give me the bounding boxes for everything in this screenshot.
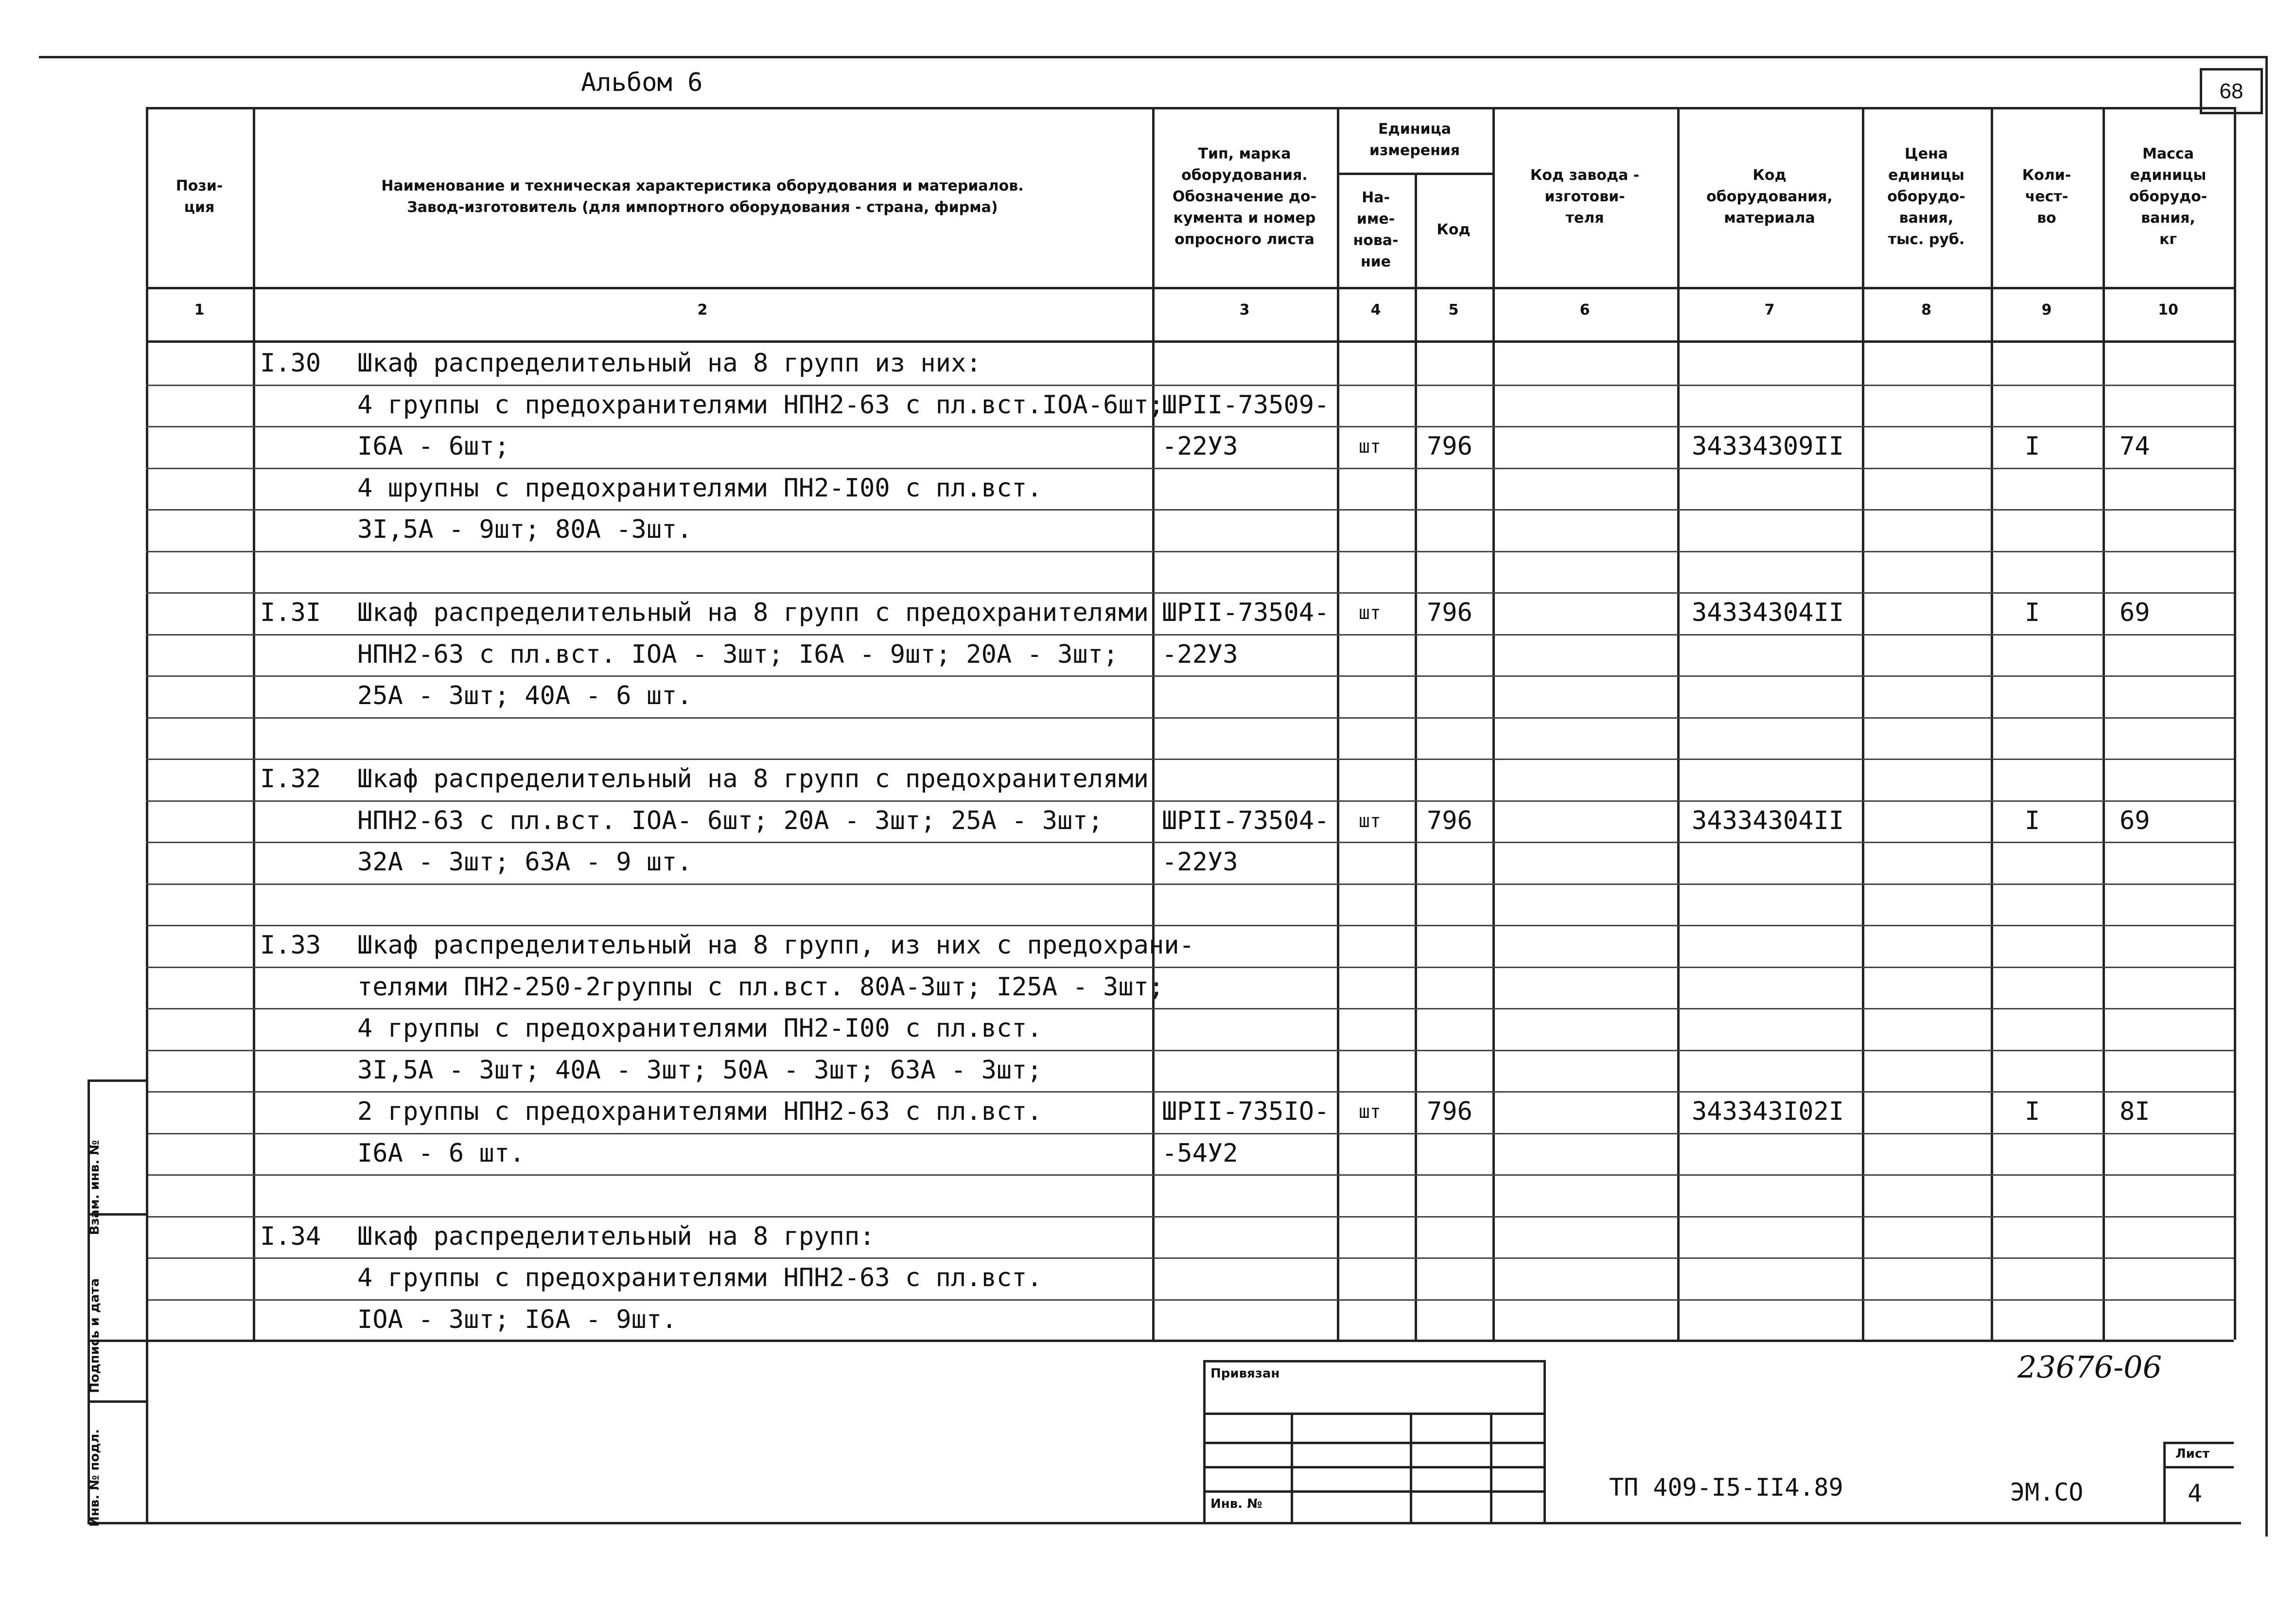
- row-rule: [146, 842, 2234, 843]
- row-rule: [146, 759, 2234, 760]
- side-strip-rule: [88, 1400, 146, 1403]
- row-rule: [146, 800, 2234, 802]
- column-number: 3: [1239, 301, 1250, 318]
- row-equipment-code: 343343I02I: [1692, 1097, 1844, 1126]
- header-factory-code: Код завода - изготови- теля: [1530, 167, 1640, 227]
- row-mass: 69: [2120, 598, 2150, 627]
- row-unit-code: 796: [1427, 432, 1472, 461]
- row-rule: [146, 717, 2234, 719]
- header-price: Цена единицы оборудо- вания, тыс. руб.: [1887, 145, 1965, 248]
- row-name: I6A - 6шт;: [357, 432, 510, 461]
- side-strip-rule: [146, 1079, 148, 1522]
- column-number: 4: [1370, 301, 1381, 318]
- stamp-rule: [1543, 1360, 1546, 1523]
- column-number: 7: [1764, 301, 1775, 318]
- row-unit-code: 796: [1427, 1097, 1472, 1126]
- row-name: 3I,5A - 3шт; 40A - 3шт; 50A - 3шт; 63A - 3шт;: [357, 1055, 1042, 1085]
- column-rule: [1152, 107, 1155, 1340]
- row-type: -22У3: [1162, 848, 1238, 877]
- row-equipment-code: 34334309II: [1692, 432, 1844, 461]
- column-number: 9: [2041, 301, 2052, 318]
- row-name: 4 группы с предохранителями НПН2-63 с пл.вст.IOA-6шт;: [357, 390, 1164, 420]
- header-bottom-rule: [146, 287, 2234, 289]
- stamp-rule: [1203, 1442, 1543, 1444]
- row-name: 2 группы с предохранителями НПН2-63 с пл.вст.: [357, 1097, 1042, 1126]
- row-position: I.30: [260, 349, 321, 378]
- colnum-bottom-rule: [146, 340, 2234, 343]
- body-bottom-rule: [88, 1340, 2234, 1342]
- row-position: I.32: [260, 764, 321, 794]
- column-rule: [1677, 107, 1680, 1340]
- row-type: -22У3: [1162, 639, 1238, 669]
- header-unit-code: Код: [1437, 221, 1471, 238]
- row-unit: шт: [1359, 436, 1381, 457]
- row-equipment-code: 34334304II: [1692, 598, 1844, 627]
- row-name: I6A - 6 шт.: [357, 1138, 525, 1168]
- column-rule: [1337, 107, 1339, 1340]
- row-name: НПН2-63 с пл.вст. IOA- 6шт; 20A - 3шт; 25A - 3шт;: [357, 806, 1104, 835]
- stamp-rule: [2163, 1466, 2234, 1468]
- column-number: 6: [1579, 301, 1590, 318]
- column-number: 10: [2158, 301, 2178, 318]
- album-label: Альбом 6: [581, 68, 703, 97]
- row-mass: 74: [2120, 432, 2150, 461]
- row-position: I.34: [260, 1221, 321, 1251]
- row-equipment-code: 34334304II: [1692, 806, 1844, 835]
- row-rule: [146, 925, 2234, 926]
- column-rule: [2103, 107, 2105, 1340]
- row-unit-code: 796: [1427, 806, 1472, 835]
- column-number: 5: [1448, 301, 1459, 318]
- header-unit: Единица измерения: [1369, 120, 1460, 159]
- row-position: I.3I: [260, 598, 321, 627]
- stamp-rule: [1203, 1466, 1543, 1468]
- header-quantity: Коли- чест- во: [2022, 167, 2071, 227]
- row-rule: [146, 592, 2234, 594]
- row-type: -22У3: [1162, 432, 1238, 461]
- stamp-rule: [1203, 1360, 1543, 1362]
- row-rule: [146, 1299, 2234, 1301]
- row-unit: шт: [1359, 602, 1381, 623]
- stamp-rule: [1291, 1413, 1293, 1522]
- header-equipment-code: Код оборудования, материала: [1706, 167, 1833, 227]
- row-rule: [146, 1050, 2234, 1051]
- stamp-inv-no: Инв. №: [1210, 1497, 1262, 1511]
- row-rule: [146, 1091, 2234, 1093]
- column-number: 1: [194, 301, 205, 318]
- row-type: ШРII-73504-: [1162, 598, 1330, 627]
- stamp-rule: [1490, 1413, 1492, 1522]
- row-rule: [146, 385, 2234, 386]
- row-mass: 69: [2120, 806, 2150, 835]
- row-type: ШРII-73509-: [1162, 390, 1330, 420]
- column-rule: [253, 107, 255, 1340]
- stamp-rule: [1410, 1413, 1412, 1522]
- row-rule: [146, 675, 2234, 677]
- row-name: IOA - 3шт; I6A - 9шт.: [357, 1305, 677, 1334]
- stamp-rule: [2163, 1442, 2234, 1444]
- row-unit: шт: [1359, 1101, 1381, 1122]
- row-mass: 8I: [2120, 1097, 2150, 1126]
- column-rule: [1415, 173, 1417, 1340]
- row-name: Шкаф распределительный на 8 групп из них:: [357, 349, 981, 378]
- column-rule: [1492, 107, 1495, 1340]
- row-type: ШРII-73504-: [1162, 806, 1330, 835]
- row-name: 4 шрупны с предохранителями ПН2-I00 с пл.вст.: [357, 473, 1042, 503]
- row-name: Шкаф распределительный на 8 групп с предохранителями: [357, 764, 1149, 794]
- header-mass: Масса единицы оборудо- вания, кг: [2129, 145, 2208, 248]
- stamp-rule: [1203, 1490, 1543, 1493]
- row-type: -54У2: [1162, 1138, 1238, 1168]
- row-type: ШРII-735IO-: [1162, 1097, 1330, 1126]
- stamp-rule: [2163, 1442, 2166, 1522]
- row-rule: [146, 1257, 2234, 1259]
- page-number: 68: [2219, 79, 2243, 103]
- doc-code: ТП 409-I5-II4.89: [1609, 1473, 1843, 1502]
- row-rule: [146, 509, 2234, 511]
- row-name: Шкаф распределительный на 8 групп с предохранителями: [357, 598, 1149, 627]
- frame-bottom-rule: [88, 1522, 2241, 1524]
- row-quantity: I: [2025, 598, 2040, 627]
- row-rule: [146, 884, 2234, 885]
- stamp-privyazan: Привязан: [1210, 1366, 1280, 1381]
- header-name: Наименование и техническая характеристика оборудования и материалов. Завод-изготовитель (для импортного оборудования - страна, фирма): [381, 177, 1024, 216]
- row-quantity: I: [2025, 806, 2040, 835]
- side-label-inv-podl: Инв. № подл.: [88, 1429, 102, 1527]
- column-rule: [2234, 107, 2236, 1340]
- row-rule: [146, 967, 2234, 968]
- header-unit-name: На- име- нова- ние: [1353, 189, 1399, 270]
- row-name: Шкаф распределительный на 8 групп:: [357, 1221, 875, 1251]
- row-rule: [146, 634, 2234, 636]
- stamp-rule: [1203, 1413, 1543, 1415]
- column-rule: [1991, 107, 1993, 1340]
- sheet-number: 4: [2188, 1479, 2203, 1507]
- side-strip-rule: [88, 1079, 146, 1082]
- row-name: 3I,5A - 9шт; 80A -3шт.: [357, 515, 692, 544]
- row-name: телями ПН2-250-2группы с пл.вст. 80A-3шт; I25A - 3шт;: [357, 972, 1164, 1002]
- sheet-code: ЭМ.СО: [2010, 1478, 2084, 1506]
- row-rule: [146, 551, 2234, 552]
- row-quantity: I: [2025, 432, 2040, 461]
- row-name: 32A - 3шт; 63A - 9 шт.: [357, 848, 692, 877]
- header-position: Пози- ция: [175, 177, 223, 216]
- row-position: I.33: [260, 931, 321, 960]
- column-number: 8: [1921, 301, 1931, 318]
- row-name: 25A - 3шт; 40A - 6 шт.: [357, 681, 692, 710]
- header-type: Тип, марка оборудования. Обозначение до- кумента и номер опросного листа: [1172, 145, 1317, 248]
- stamp-rule: [1203, 1360, 1206, 1523]
- sheet-label: Лист: [2175, 1447, 2210, 1461]
- row-rule: [146, 1174, 2234, 1176]
- column-number: 2: [697, 301, 708, 318]
- row-rule: [146, 1008, 2234, 1009]
- column-rule: [1862, 107, 1864, 1340]
- row-rule: [146, 468, 2234, 469]
- row-name: 4 группы с предохранителями ПН2-I00 с пл.вст.: [357, 1014, 1042, 1043]
- side-label-podpis: Подпись и дата: [88, 1278, 102, 1393]
- row-name: НПН2-63 с пл.вст. IOA - 3шт; I6A - 9шт; 20A - 3шт;: [357, 639, 1119, 669]
- row-unit: шт: [1359, 810, 1381, 831]
- row-rule: [146, 1133, 2234, 1134]
- row-quantity: I: [2025, 1097, 2040, 1126]
- side-label-vzam: Взам. инв. №: [88, 1140, 102, 1235]
- row-name: Шкаф распределительный на 8 групп, из них с предохрани-: [357, 931, 1194, 960]
- row-rule: [146, 426, 2234, 427]
- row-rule: [146, 1216, 2234, 1218]
- row-name: 4 группы с предохранителями НПН2-63 с пл.вст.: [357, 1263, 1042, 1292]
- handwritten-number: 23676-06: [2017, 1349, 2162, 1385]
- row-unit-code: 796: [1427, 598, 1472, 627]
